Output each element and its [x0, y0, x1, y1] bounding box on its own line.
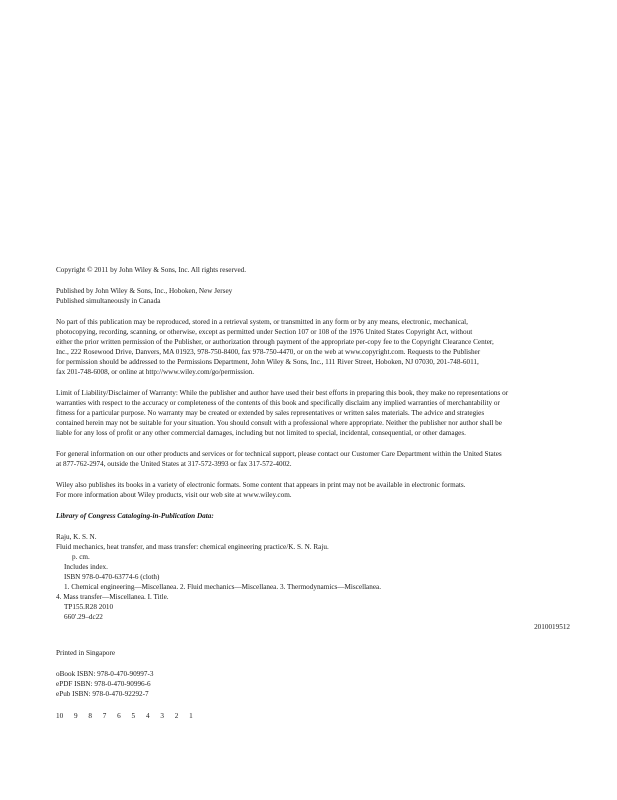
ebook-isbn: oBook ISBN: 978-0-470-90997-3: [56, 670, 154, 678]
support-line: For general information on our other products and services or for technical support, please contact our Customer Care Department within the United States: [56, 450, 502, 458]
published-canada: Published simultaneously in Canada: [56, 297, 161, 305]
formats-paragraph: [56, 480, 574, 500]
printing-line: 10 9 8 7 6 5 4 3 2 1: [56, 712, 193, 720]
cip-subjects: 4. Mass transfer—Miscellanea. I. Title.: [56, 593, 169, 601]
cip-index: Includes index.: [64, 563, 108, 571]
formats-line: Wiley also publishes its books in a variety of electronic formats. Some content that appears in print may not be available in electronic formats.: [56, 481, 466, 489]
cip-author: Raju, K. S. N.: [56, 533, 97, 541]
rights-line: photocopying, recording, scanning, or otherwise, except as permitted under Section 107 or 108 of the 1976 United States Copyright Act, without: [56, 328, 473, 336]
disclaimer-line: Limit of Liability/Disclaimer of Warranty: While the publisher and author have used their best efforts in preparing this book, they make no representations or: [56, 389, 509, 397]
formats-line: For more information about Wiley products, visit our web site at www.wiley.com.: [56, 491, 292, 499]
disclaimer-line: contained herein may not be suitable for your situation. You should consult with a professional where appropriate. Neither the publisher nor author shall be: [56, 419, 502, 427]
publisher-block: [56, 286, 574, 306]
cip-classification: TP155.R28 2010: [64, 603, 114, 611]
cip-lccn: 2010019512: [534, 623, 570, 631]
printed-in: Printed in Singapore: [56, 649, 116, 657]
cip-pages: p. cm.: [72, 553, 90, 561]
support-line: at 877-762-2974, outside the United States at 317-572-3993 or fax 317-572-4002.: [56, 460, 292, 468]
rights-line: No part of this publication may be reproduced, stored in a retrieval system, or transmitted in any form or by any means, electronic, mechanical,: [56, 318, 468, 326]
rights-paragraph: [56, 317, 574, 377]
ebook-isbn: ePDF ISBN: 978-0-470-90996-6: [56, 680, 151, 688]
disclaimer-line: fitness for a particular purpose. No warranty may be created or extended by sales representatives or written sales materials. The advice and strategies: [56, 409, 485, 417]
disclaimer-line: liable for any loss of profit or any other commercial damages, including but not limited to special, incidental, consequential, or other damages.: [56, 429, 466, 437]
rights-line: fax 201-748-6008, or online at http://www.wiley.com/go/permission.: [56, 368, 255, 376]
ebook-isbns: [56, 669, 574, 699]
cip-dewey: 660′.29–dc22: [64, 613, 103, 621]
support-paragraph: [56, 449, 574, 469]
cip-title: Fluid mechanics, heat transfer, and mass transfer: chemical engineering practice/K. S. N. Raju.: [56, 543, 329, 551]
copyright-line: Copyright © 2011 by John Wiley & Sons, Inc. All rights reserved.: [56, 266, 247, 274]
cip-record: [56, 532, 574, 632]
cip-heading: Library of Congress Cataloging-in-Publication Data:: [56, 512, 214, 520]
disclaimer-paragraph: [56, 388, 574, 438]
rights-line: either the prior written permission of the Publisher, or authorization through payment of the appropriate per-copy fee to the Copyright Clearance Center,: [56, 338, 494, 346]
published-by: Published by John Wiley & Sons, Inc., Hoboken, New Jersey: [56, 287, 233, 295]
rights-line: for permission should be addressed to the Permissions Department, John Wiley & Sons, Inc., 111 River Street, Hoboken, NJ 07030, 201-748-6011,: [56, 358, 479, 366]
cip-subjects: 1. Chemical engineering—Miscellanea. 2. Fluid mechanics—Miscellanea. 3. Thermodynamics—Miscellanea.: [64, 583, 382, 591]
ebook-isbn: ePub ISBN: 978-0-470-92292-7: [56, 690, 149, 698]
copyright-page: [56, 265, 574, 721]
disclaimer-line: warranties with respect to the accuracy or completeness of the contents of this book and specifically disclaim any implied warranties of merchantability or: [56, 399, 500, 407]
cip-isbn-cloth: ISBN 978-0-470-63774-6 (cloth): [64, 573, 160, 581]
rights-line: Inc., 222 Rosewood Drive, Danvers, MA 01923, 978-750-8400, fax 978-750-4470, or on the web at www.copyright.com. Requests to the Publisher: [56, 348, 481, 356]
